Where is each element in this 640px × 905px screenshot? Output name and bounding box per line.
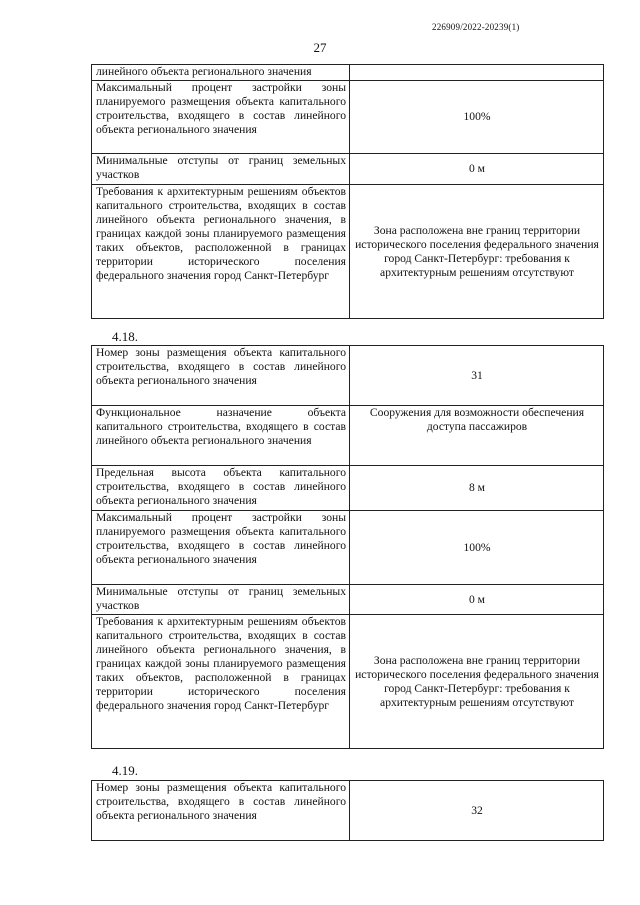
document-id: 226909/2022-20239(1) xyxy=(432,22,520,32)
row-label: Номер зоны размещения объекта капитального строительства, входящего в состав линейного объекта регионального значения xyxy=(92,781,350,841)
table-row xyxy=(92,185,604,319)
row-label: Максимальный процент застройки зоны планируемого размещения объекта капитального строительства, входящего в состав линейного объекта регионального значения xyxy=(92,81,350,154)
row-value: 100% xyxy=(350,81,604,154)
row-label: Требования к архитектурным решениям объектов капитального строительства, входящих в состав линейного объекта регионального значения, в границах каждой зоны планируемого размещения таких объектов, расположенной в границах территории исторического поселения федерального значения город Санкт-Петербург xyxy=(92,185,350,319)
row-value: 0 м xyxy=(350,585,604,615)
table-row xyxy=(92,615,604,749)
attributes-table-4-18 xyxy=(91,345,604,749)
row-label: Минимальные отступы от границ земельных участков xyxy=(92,154,350,185)
row-label: Требования к архитектурным решениям объектов капитального строительства, входящих в состав линейного объекта регионального значения, в границах каждой зоны планируемого размещения таких объектов, расположенной в границах территории исторического поселения федерального значения город Санкт-Петербург xyxy=(92,615,350,749)
row-value: 0 м xyxy=(350,154,604,185)
row-value: 31 xyxy=(350,346,604,406)
table-row xyxy=(92,81,604,154)
row-value: 32 xyxy=(350,781,604,841)
row-value: 100% xyxy=(350,511,604,585)
page-number: 27 xyxy=(313,40,327,55)
row-label: Функциональное назначение объекта капитального строительства, входящего в состав линейного объекта регионального значения xyxy=(92,406,350,466)
table-row xyxy=(92,65,604,81)
row-label: линейного объекта регионального значения xyxy=(92,65,350,81)
table-row xyxy=(92,346,604,406)
attributes-table-continued xyxy=(91,64,604,319)
table-row xyxy=(92,781,604,841)
row-value: Сооружения для возможности обеспечения доступа пассажиров xyxy=(350,406,604,466)
row-label: Предельная высота объекта капитального строительства, входящего в состав линейного объекта регионального значения xyxy=(92,466,350,511)
row-label: Минимальные отступы от границ земельных участков xyxy=(92,585,350,615)
table-row xyxy=(92,511,604,585)
row-value: Зона расположена вне границ территории исторического поселения федерального значения город Санкт-Петербург: требования к архитектурным решениям отсутствуют xyxy=(350,185,604,319)
table-row xyxy=(92,154,604,185)
row-value: Зона расположена вне границ территории исторического поселения федерального значения город Санкт-Петербург: требования к архитектурным решениям отсутствуют xyxy=(350,615,604,749)
section-title-4-18: 4.18. xyxy=(112,329,138,344)
row-value xyxy=(350,65,604,81)
table-row xyxy=(92,406,604,466)
attributes-table-4-19 xyxy=(91,780,604,841)
row-label: Номер зоны размещения объекта капитального строительства, входящего в состав линейного объекта регионального значения xyxy=(92,346,350,406)
row-value: 8 м xyxy=(350,466,604,511)
table-row xyxy=(92,466,604,511)
table-row xyxy=(92,585,604,615)
row-label: Максимальный процент застройки зоны планируемого размещения объекта капитального строительства, входящего в состав линейного объекта регионального значения xyxy=(92,511,350,585)
section-title-4-19: 4.19. xyxy=(112,763,138,778)
